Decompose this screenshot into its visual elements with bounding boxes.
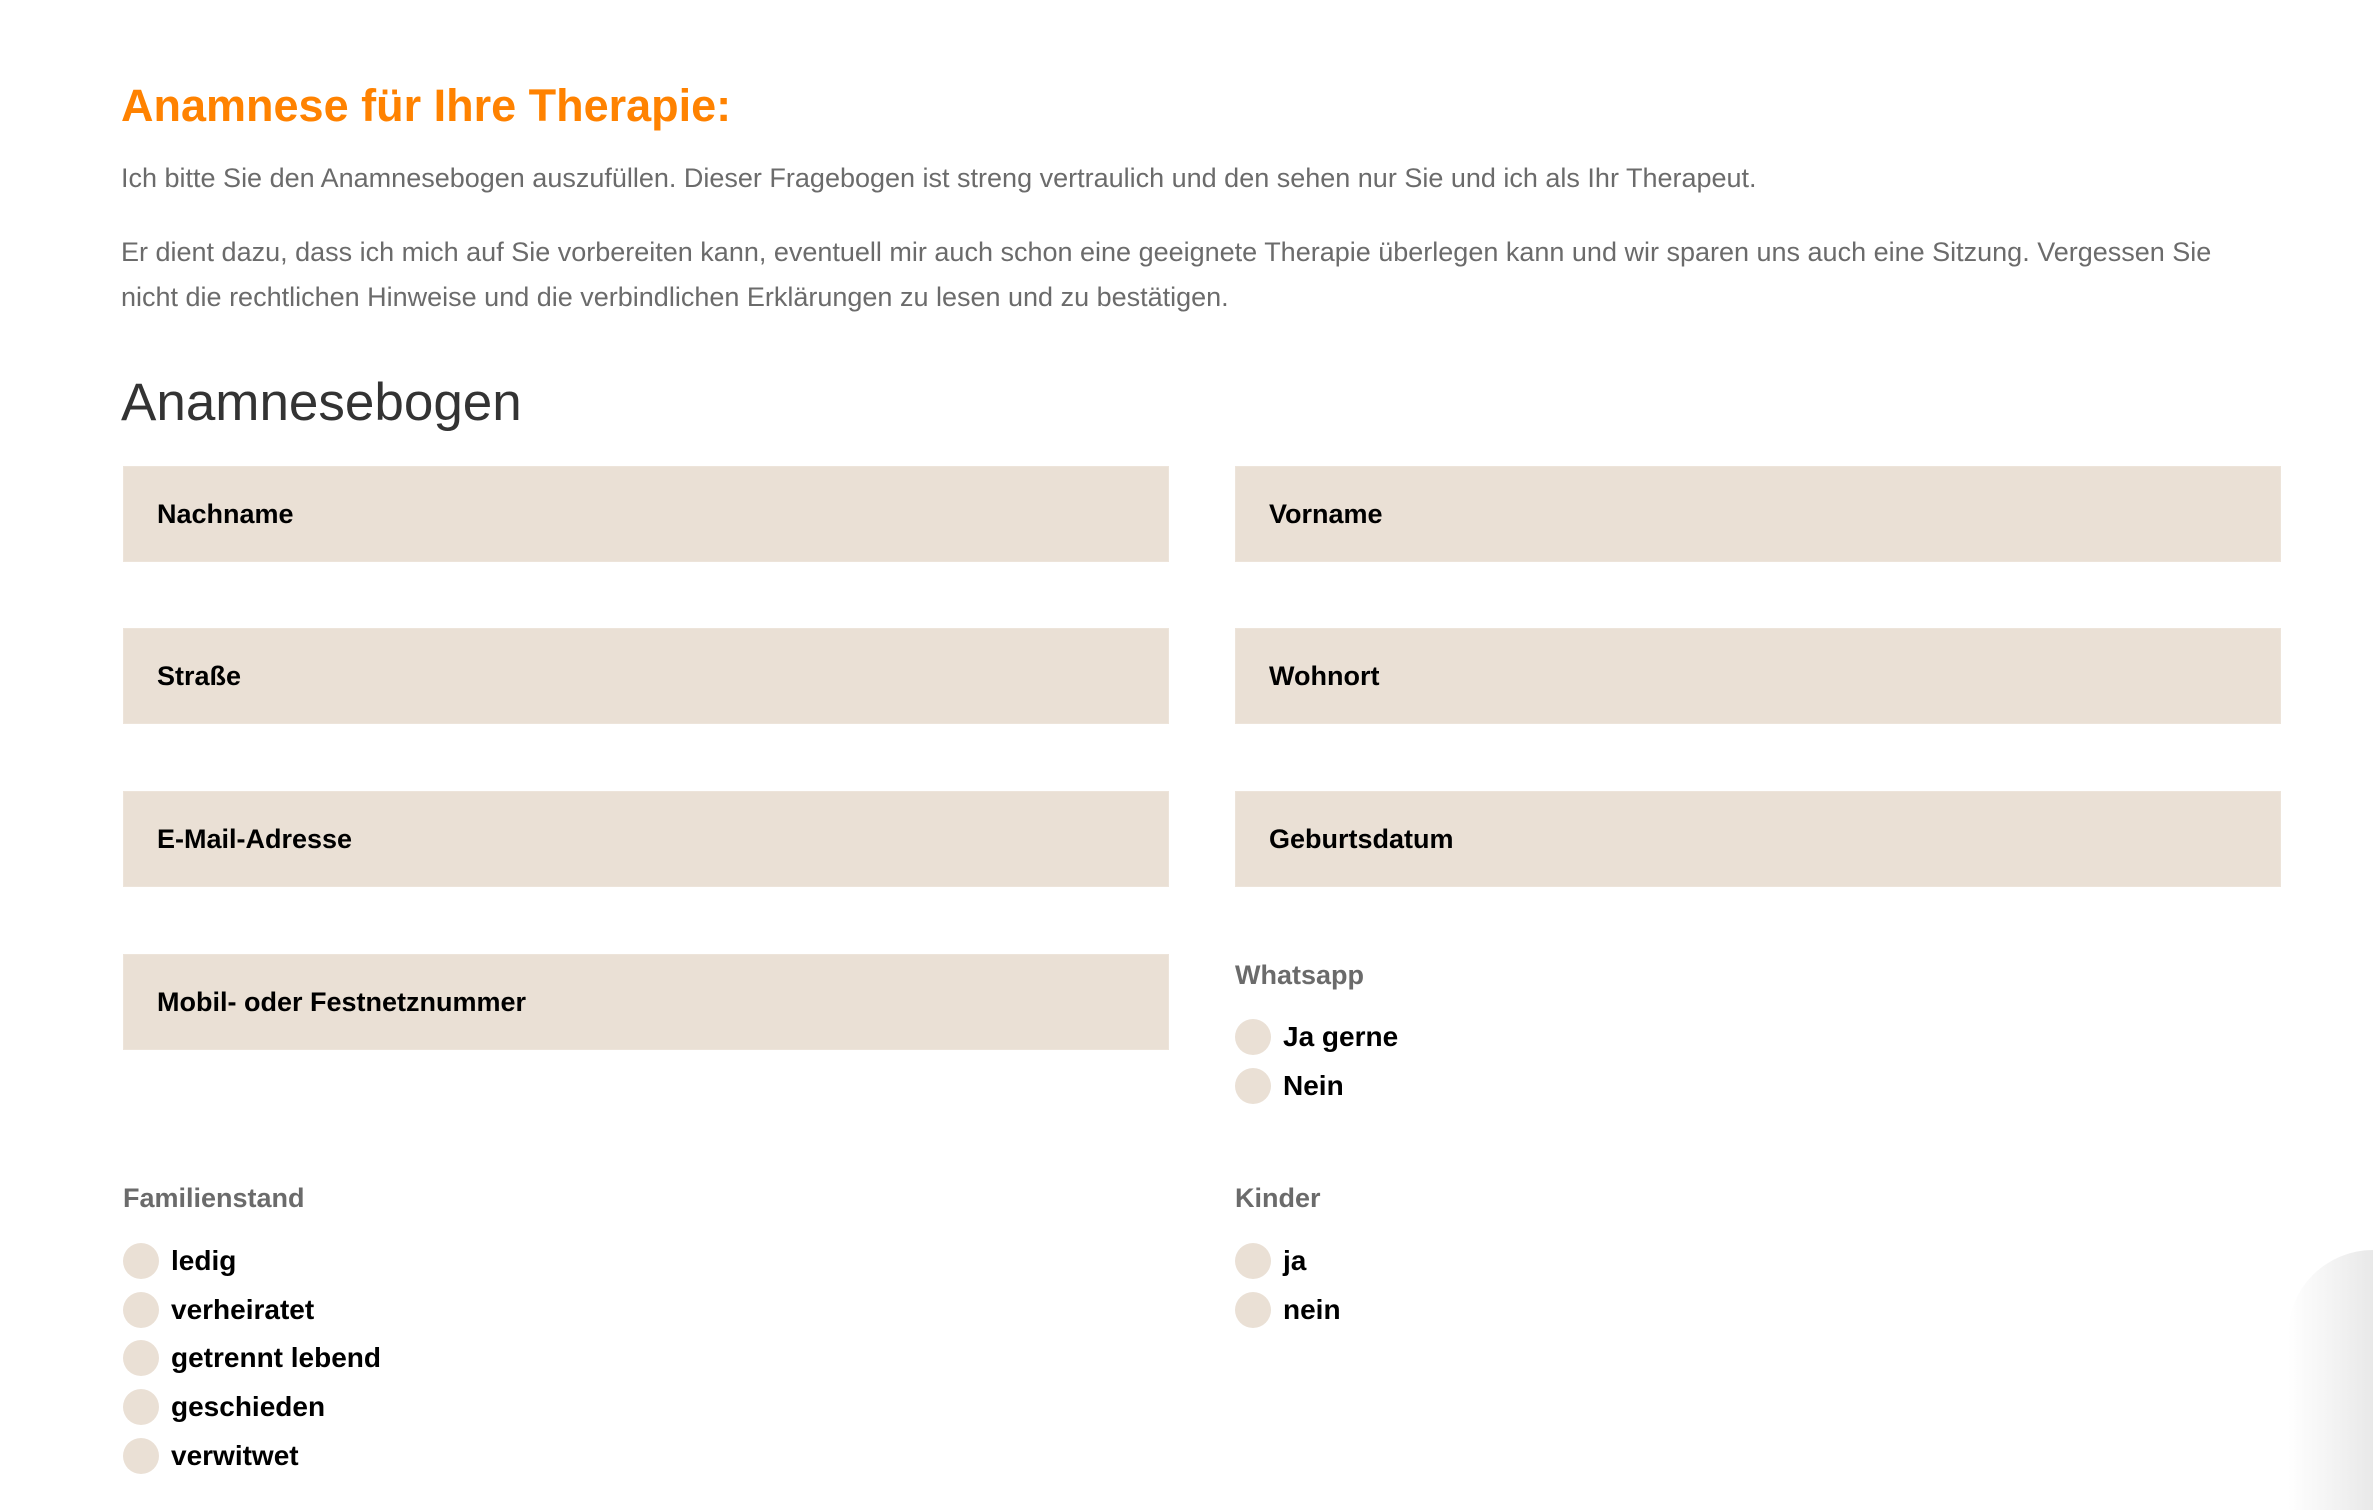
whatsapp-label: Whatsapp <box>1235 960 1365 990</box>
strasse-placeholder: Straße <box>157 660 242 691</box>
option-label: Ja gerne <box>1283 1021 1399 1052</box>
option-label: ja <box>1283 1245 1307 1276</box>
option-label: ledig <box>171 1245 237 1276</box>
page-title: Anamnese für Ihre Therapie: <box>121 80 732 131</box>
vorname-placeholder: Vorname <box>1269 498 1383 529</box>
radio-circle-icon[interactable] <box>1235 1019 1271 1055</box>
intro-paragraph-2: Er dient dazu, dass ich mich auf Sie vorbereiten kann, eventuell mir auch schon eine geeignete Therapie überlegen kann und wir sparen uns auch eine Sitzung. Vergessen Sie nicht die rechtlichen Hinweise und die verbindlichen Erklärungen zu lesen und zu bestätigen. <box>121 237 2212 312</box>
nachname-field[interactable] <box>123 466 1169 562</box>
whatsapp-option-nein[interactable] <box>1235 1066 1344 1106</box>
radio-circle-icon[interactable] <box>1235 1292 1271 1328</box>
radio-circle-icon[interactable] <box>123 1389 159 1425</box>
familienstand-option-verheiratet[interactable] <box>123 1290 314 1330</box>
kinder-label: Kinder <box>1235 1183 1321 1213</box>
radio-circle-icon[interactable] <box>1235 1068 1271 1104</box>
option-label: nein <box>1283 1294 1341 1325</box>
intro-paragraph-1: Ich bitte Sie den Anamnesebogen auszufüllen. Dieser Fragebogen ist streng vertraulich und den sehen nur Sie und ich als Ihr Therapeut. <box>121 163 1757 193</box>
kinder-option-nein[interactable] <box>1235 1290 1341 1330</box>
familienstand-option-ledig[interactable] <box>123 1241 236 1281</box>
option-label: verwitwet <box>171 1440 299 1471</box>
email-field[interactable] <box>123 791 1169 887</box>
radio-circle-icon[interactable] <box>123 1438 159 1474</box>
email-placeholder: E-Mail-Adresse <box>157 823 353 854</box>
radio-circle-icon[interactable] <box>123 1243 159 1279</box>
form-title: Anamnesebogen <box>121 373 522 432</box>
familienstand-label: Familienstand <box>123 1183 305 1213</box>
vorname-field[interactable] <box>1235 466 2281 562</box>
telefon-field[interactable] <box>123 954 1169 1050</box>
familienstand-option-getrennt-lebend[interactable] <box>123 1338 381 1378</box>
radio-circle-icon[interactable] <box>1235 1243 1271 1279</box>
radio-circle-icon[interactable] <box>123 1340 159 1376</box>
nachname-placeholder: Nachname <box>157 498 294 529</box>
option-label: geschieden <box>171 1391 326 1422</box>
strasse-field[interactable] <box>123 628 1169 724</box>
geburtsdatum-field[interactable] <box>1235 791 2281 887</box>
option-label: Nein <box>1283 1070 1344 1101</box>
kinder-option-ja[interactable] <box>1235 1241 1306 1281</box>
whatsapp-option-ja[interactable] <box>1235 1017 1398 1057</box>
option-label: verheiratet <box>171 1294 315 1325</box>
edge-shadow-overlay <box>2288 1250 2373 1510</box>
familienstand-option-geschieden[interactable] <box>123 1387 325 1427</box>
radio-circle-icon[interactable] <box>123 1292 159 1328</box>
telefon-placeholder: Mobil- oder Festnetznummer <box>157 986 527 1017</box>
geburtsdatum-placeholder: Geburtsdatum <box>1269 823 1454 854</box>
wohnort-field[interactable] <box>1235 628 2281 724</box>
option-label: getrennt lebend <box>171 1342 382 1373</box>
familienstand-option-verwitwet[interactable] <box>123 1436 299 1476</box>
wohnort-placeholder: Wohnort <box>1269 660 1380 691</box>
